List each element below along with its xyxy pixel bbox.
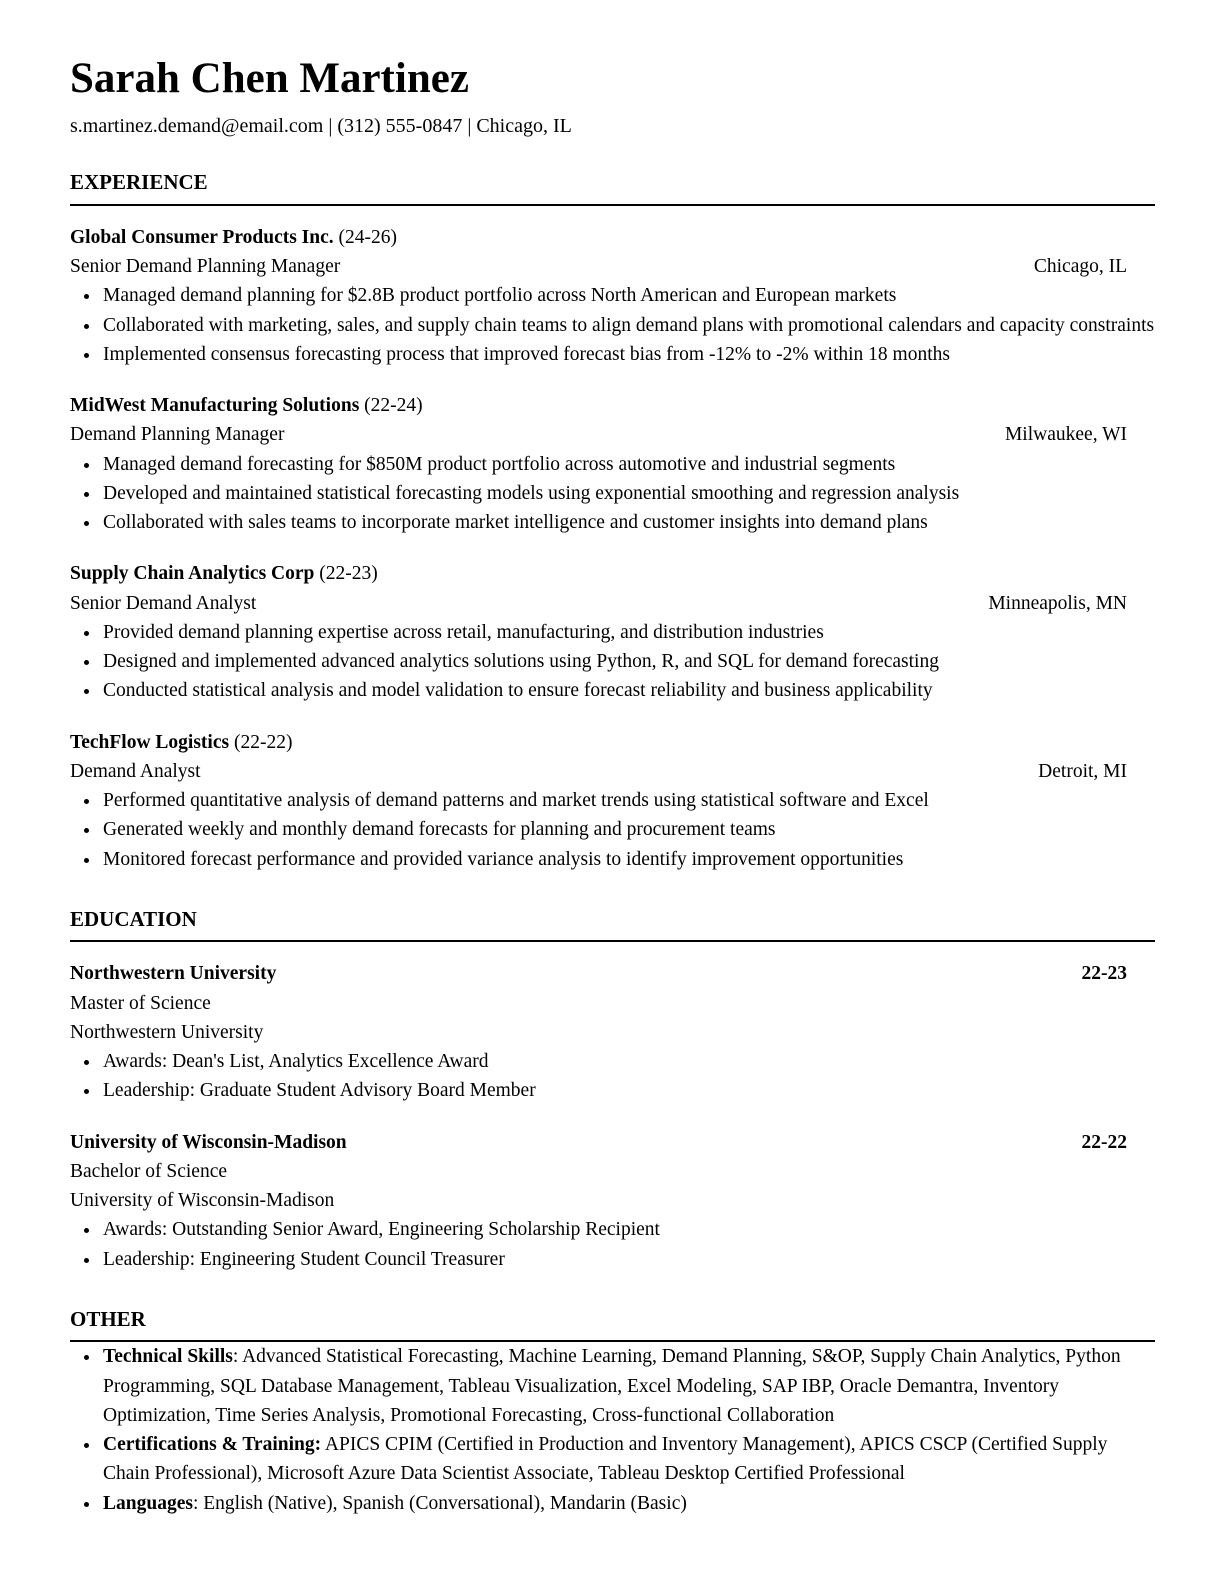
job-bullet: • Monitored forecast performance and provided variance analysis to identify improvement opportunities xyxy=(101,845,1155,874)
school-name: Northwestern University xyxy=(70,963,277,985)
education-bullet: • Awards: Outstanding Senior Award, Engineering Scholarship Recipient xyxy=(101,1215,1155,1244)
job-entry xyxy=(70,728,1155,874)
job-title: Senior Demand Planning Manager xyxy=(70,256,341,278)
job-header xyxy=(70,223,1155,252)
company-dates: (24-26) xyxy=(338,226,397,248)
job-bullet: • Designed and implemented advanced analytics solutions using Python, R, and SQL for demand forecasting xyxy=(101,647,1155,676)
company-dates: (22-22) xyxy=(233,731,293,753)
job-title: Demand Analyst xyxy=(70,760,201,782)
other-item-label: Certifications & Training: xyxy=(103,1434,322,1456)
school-dates: 22-22 xyxy=(1081,1131,1127,1153)
job-title: Demand Planning Manager xyxy=(70,424,285,446)
person-name: Sarah Chen Martinez xyxy=(70,55,469,102)
job-role-line xyxy=(70,252,1155,281)
section-title-experience: EXPERIENCE xyxy=(70,167,1155,206)
company-dates: (22-23) xyxy=(319,563,378,585)
company-name: Global Consumer Products Inc. xyxy=(70,226,334,248)
other-item-text: : Advanced Statistical Forecasting, Machine Learning, Demand Planning, S&OP, Supply Chain Analytics, Python Programming, SQL Database Management, Tableau Visualization, Excel Modeling, SAP IBP, Oracle Demantra, Inventory Optimization, Time Series Analysis, Promotional Forecasting, Cross-functional Collaboration xyxy=(103,1346,1121,1426)
job-bullet: • Provided demand planning expertise across retail, manufacturing, and distribution industries xyxy=(101,618,1155,647)
education-bullet: • Leadership: Engineering Student Council Treasurer xyxy=(101,1245,1155,1274)
job-bullet: • Managed demand planning for $2.8B product portfolio across North American and European markets xyxy=(101,281,1155,310)
job-bullet: • Developed and maintained statistical forecasting models using exponential smoothing and regression analysis xyxy=(101,479,1155,508)
other-list xyxy=(70,1342,1155,1518)
other-item-text: APICS CPIM (Certified in Production and Inventory Management), APICS CSCP (Certified Supply Chain Professional), Microsoft Azure Data Scientist Associate, Tableau Desktop Certified Professional xyxy=(103,1434,1108,1485)
education-bullet: • Awards: Dean's List, Analytics Excellence Award xyxy=(101,1047,1155,1076)
job-role-line xyxy=(70,757,1155,786)
school-dates: 22-23 xyxy=(1081,963,1127,985)
education-header xyxy=(70,1128,1155,1157)
education-bullet-list xyxy=(70,1215,1155,1274)
job-bullet-list xyxy=(70,281,1155,369)
experience-section xyxy=(70,167,1155,874)
job-location: Detroit, MI xyxy=(1038,760,1127,782)
degree: Bachelor of Science xyxy=(70,1160,228,1182)
job-header xyxy=(70,391,1155,420)
job-bullet: • Managed demand forecasting for $850M product portfolio across automotive and industrial segments xyxy=(101,450,1155,479)
section-title-education: EDUCATION xyxy=(70,904,1155,943)
job-title: Senior Demand Analyst xyxy=(70,592,257,614)
job-bullet-list xyxy=(70,618,1155,706)
company-name: TechFlow Logistics xyxy=(70,731,230,753)
company-name: MidWest Manufacturing Solutions xyxy=(70,395,360,417)
other-item-certifications xyxy=(101,1430,1155,1489)
job-bullet-list xyxy=(70,786,1155,874)
company-dates: (22-24) xyxy=(364,395,423,417)
education-bullet-list xyxy=(70,1047,1155,1106)
job-location: Chicago, IL xyxy=(1033,256,1127,278)
job-bullet: • Collaborated with sales teams to incorporate market intelligence and customer insights into demand plans xyxy=(101,508,1155,537)
job-bullet: • Implemented consensus forecasting process that improved forecast bias from -12% to -2% within 18 months xyxy=(101,340,1155,369)
job-bullet: • Collaborated with marketing, sales, and supply chain teams to align demand plans with promotional calendars and capacity constraints xyxy=(101,311,1155,340)
education-header xyxy=(70,959,1155,988)
job-bullet: • Performed quantitative analysis of demand patterns and market trends using statistical software and Excel xyxy=(101,786,1155,815)
degree: Master of Science xyxy=(70,992,211,1014)
job-entry xyxy=(70,559,1155,705)
job-bullet-list xyxy=(70,450,1155,538)
school-name: University of Wisconsin-Madison xyxy=(70,1131,347,1153)
section-title-other: OTHER xyxy=(70,1304,1155,1343)
job-location: Minneapolis, MN xyxy=(988,592,1127,614)
other-item-text: : English (Native), Spanish (Conversational), Mandarin (Basic) xyxy=(192,1492,687,1514)
education-section xyxy=(70,904,1155,1274)
institution: Northwestern University xyxy=(70,1021,264,1043)
education-entry xyxy=(70,1128,1155,1274)
job-entry xyxy=(70,391,1155,537)
other-item-technical-skills xyxy=(101,1342,1155,1430)
other-item-label: Technical Skills xyxy=(103,1346,233,1368)
other-item-label: Languages xyxy=(103,1492,193,1514)
company-name: Supply Chain Analytics Corp xyxy=(70,563,315,585)
contact-line: s.martinez.demand@email.com | (312) 555-0847 | Chicago, IL xyxy=(70,115,572,138)
job-location: Milwaukee, WI xyxy=(1004,424,1127,446)
institution: University of Wisconsin-Madison xyxy=(70,1190,335,1212)
education-bullet: • Leadership: Graduate Student Advisory Board Member xyxy=(101,1076,1155,1105)
job-role-line xyxy=(70,420,1155,449)
job-role-line xyxy=(70,589,1155,618)
job-header xyxy=(70,559,1155,588)
job-header xyxy=(70,728,1155,757)
job-entry xyxy=(70,223,1155,369)
education-entry xyxy=(70,959,1155,1105)
job-bullet: • Conducted statistical analysis and model validation to ensure forecast reliability and business applicability xyxy=(101,676,1155,705)
job-bullet: • Generated weekly and monthly demand forecasts for planning and procurement teams xyxy=(101,815,1155,844)
other-section xyxy=(70,1304,1155,1518)
other-item-languages xyxy=(101,1489,1155,1518)
